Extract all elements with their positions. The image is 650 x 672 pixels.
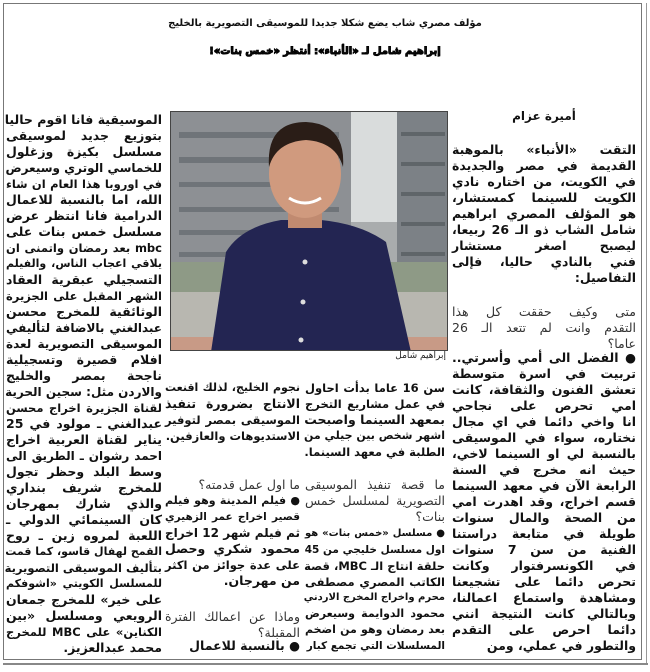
text-line: قسم اخراج، وقد اهدرت امي [452, 494, 636, 509]
text-line: قصير اخراج عمر الزهيري [165, 511, 300, 523]
text-line: في الكونسرفتوار وكانت [452, 558, 636, 573]
text-line: القديمة في مصر والجديدة [452, 158, 636, 173]
intro-paragraph [452, 142, 636, 286]
text-line: الموسيقية فانا اقوم حاليا [4, 112, 162, 127]
text-line: التفاصيل: [574, 270, 636, 285]
text-line: الكاتب المصري مصطفى [305, 575, 445, 589]
text-line: ● فيلم المدينة وهو فيلم [165, 494, 300, 507]
text-line: ما اول عمل قدمته؟ [198, 477, 300, 492]
text-line: تربيت في اسرة متوسطة [452, 366, 636, 381]
text-line: شامل الشاب ذو الـ 26 ربيعا، [452, 222, 636, 237]
text-line: فني بالنادي حاليا، فإلى [452, 254, 636, 269]
text-line: ● الفضل الى أمي وأسرتي.. [452, 350, 636, 365]
text-line: في عمل مشاريع التخرج [305, 397, 445, 411]
text-line: الوثائقية للمخرج محسن [6, 304, 162, 319]
text-line: امي تحرص على نجاحي [452, 398, 636, 413]
photo-caption: إبراهيم شامل [395, 351, 446, 361]
text-line: التقت «الأنباء» بالموهبة [452, 142, 636, 157]
question-4 [165, 609, 300, 641]
text-line: ليصبح اصغر مستشار [452, 238, 636, 253]
text-line: ما قصة تنفيذ الموسيقى [305, 477, 445, 492]
text-line: للمسلسل الكويتي «اشوفكم [6, 577, 162, 590]
text-line: من مهرجان. [223, 573, 300, 588]
text-line: ناجحة بمصر والخليج [6, 368, 162, 383]
text-line: الكويت للسينما كمستشار، [452, 190, 636, 205]
text-line: بتأليف الموسيقى التصويرية [4, 561, 162, 575]
text-line: الموسيقى بمصر لتوفير [165, 413, 300, 427]
text-line: بعد رمضان وهو من اضخم [305, 623, 445, 636]
text-line: الانتاج بضرورة تنفيذ [165, 396, 300, 411]
text-line: والاردن مثل: سجين الحرية [5, 385, 162, 399]
text-line: نجوم الخليج، لذلك اقنعت [165, 381, 300, 394]
text-line: هو المؤلف المصري ابراهيم [452, 206, 636, 221]
text-line: التسجيلي عبقرية العقاد [6, 272, 162, 287]
text-line: في اوروبا هذا العام ان شاء [6, 177, 162, 191]
text-line: ● مسلسل «خمس بنات» هو [305, 528, 445, 539]
text-line: اول مسلسل خليجي من 45 [304, 544, 445, 556]
text-line: ● بالنسبة للاعمال [189, 638, 300, 653]
text-line: محمد عبدالعزيز. [63, 640, 162, 655]
text-line: وماذا عن اعمالك الفترة [165, 609, 300, 624]
text-line: محمود الدوايمة وسيعرض [305, 607, 445, 620]
text-line: حلقة انتاج الـ MBC، قصة [304, 559, 445, 573]
text-line: وبالتالي كانت النتيجة انني [452, 606, 636, 621]
text-line: اللعبة لمروه زين ـ روح [6, 528, 162, 543]
answer-2 [305, 526, 445, 654]
text-line: للخماسي الوتري وسيعرض [5, 161, 162, 175]
answer-1 [452, 350, 636, 654]
question-1 [452, 304, 636, 352]
portrait-photo [170, 111, 448, 351]
text-line: مسلسل خمس بنات على [6, 224, 162, 239]
text-line: عبدالغني ـ مولود في 25 [6, 416, 162, 431]
text-line: بنات؟ [415, 509, 445, 524]
question-2 [305, 477, 445, 525]
bottom-rule [3, 663, 648, 665]
text-line: حيث انه مخرج في السنة [452, 462, 636, 477]
author-byline: أميرة عزام [512, 109, 576, 123]
text-line: الطلبة في معهد السينما. [304, 445, 445, 459]
text-line: المسلسلات التي تجمع كبار [306, 640, 445, 652]
text-line: في الكويت، من اختاره نادي [452, 174, 636, 189]
text-line: بالنسبة لي او السينما لاخي، [452, 446, 636, 461]
text-line: ثم فيلم شهر 12 اخراج [165, 526, 301, 540]
text-line: دائما احرص على التقدم [452, 622, 636, 637]
text-line: يلاقي اعجاب الناس، والفيلم [6, 257, 162, 270]
text-line: محرم واخراج المخرج الاردني [303, 592, 445, 603]
text-line: لقناة الجزيرة اخراج محسن [6, 401, 162, 415]
text-line: والتطور في عملي، ومن [486, 638, 636, 653]
text-line: ومشاهدة واستماع اعمالنا، [452, 590, 636, 605]
answer-1-continued [305, 380, 445, 460]
text-line: احمد رشوان ـ الطريق الى [6, 449, 162, 463]
text-line: الله، اما بالنسبة للاعمال [6, 192, 162, 207]
text-line: المقبلة؟ [257, 625, 300, 640]
answer-3 [165, 493, 300, 589]
text-line: افلام قصيرة وتسجيلية [6, 352, 162, 367]
answer-4 [165, 638, 300, 654]
text-line: التقدم وانت لم تتعد الـ 26 [452, 320, 636, 335]
text-line: الاستديوهات والعازفين. [165, 429, 300, 443]
text-line: محمود شكري وحصل [165, 541, 300, 556]
text-line: والذي شارك بمهرجان [6, 496, 162, 511]
text-line: الشهر المقبل على الجزيرة [6, 289, 162, 303]
text-line: مسلسل بكيزة وزغلول [6, 144, 162, 159]
text-line: للمخرج شريف بنداري [6, 480, 162, 495]
text-line: بتوزيع جديد لموسيقى [6, 128, 162, 143]
text-line: على عدة جوائز من اكثر [165, 558, 300, 572]
text-line: نختاره، سواء في الموسيقى [452, 430, 636, 445]
text-line: الدرامية فانا انتظر عرض [6, 208, 162, 223]
text-line: mbc بعد رمضان واتمنى ان [6, 241, 162, 255]
text-line: اشهر شخص بين جيلي من [303, 429, 445, 442]
question-3 [165, 477, 300, 493]
text-line: عبدالغني بالاضافة لتأليفي [6, 321, 162, 335]
frame-rule [646, 3, 647, 663]
text-line: من الصحة والمال سنوات [452, 510, 636, 525]
text-line: تحرص دائما على تشجيعنا [452, 574, 636, 589]
text-line: سن 16 عاما بدأت احاول [305, 381, 445, 395]
headline-kicker: مؤلف مصري شاب يضع شكلا جديدا للموسيقى التصويرية بالخليج [168, 18, 482, 29]
text-line: يناير لقناة العربية اخراج [6, 432, 162, 447]
text-line: انا واخي دائما في اي مجال [452, 414, 636, 429]
text-line: وسط البلد وحظر تجول [6, 464, 162, 479]
answer-4-continued [6, 112, 162, 656]
answer-2-continued [165, 380, 300, 444]
text-line: كان السينمائي الدولي ـ [6, 512, 162, 527]
text-line: على خير» للمخرج جمعان [6, 592, 162, 607]
headline-title: إبراهيم شامل لـ «الأنباء»: أنتظر «خمس بنات»! [209, 46, 441, 57]
text-line: طويلة في متابعة دراستنا [452, 526, 636, 541]
text-line: الكناين» على MBC للمخرج [6, 625, 162, 639]
text-line: متى وكيف حققت كل هذا [452, 304, 636, 319]
text-line: بمعهد السينما واصبحت [304, 412, 445, 427]
text-line: الرويعي ومسلسل «بين [6, 608, 162, 623]
text-line: تعشق الفنون والثقافة، كانت [452, 382, 636, 397]
text-line: التصويرية لمسلسل خمس [305, 493, 445, 508]
text-line: القمح لهفال قاسو، كما قمت [5, 545, 162, 558]
text-line: الفنية من سن 7 سنوات [452, 542, 636, 557]
portrait-image [171, 112, 448, 351]
text-line: الموسيقى التصويرية لعدة [6, 337, 162, 351]
text-line: الرابعة الآن في معهد السينما [452, 478, 636, 493]
text-line: عاما؟ [607, 336, 636, 351]
